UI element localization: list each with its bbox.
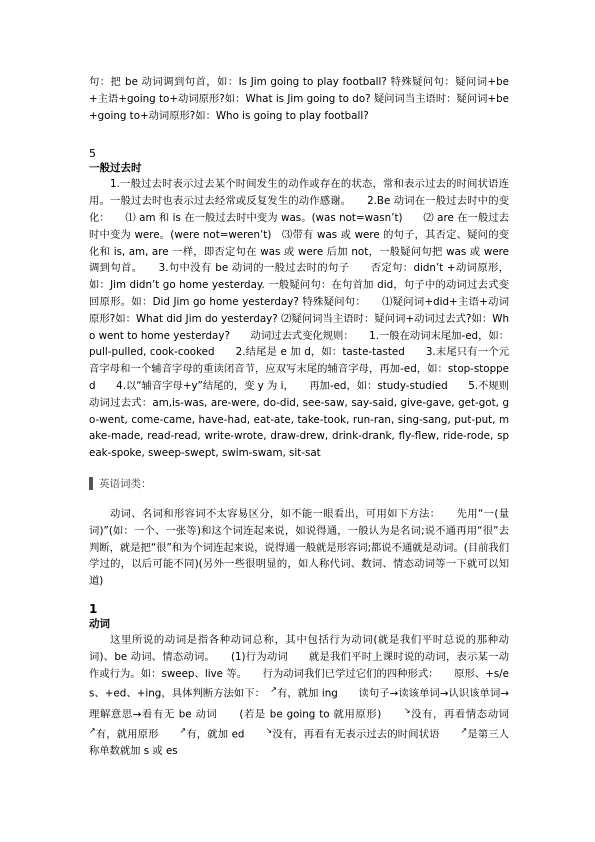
section-5-heading: 一般过去时 bbox=[89, 162, 142, 175]
section-1-body-part3: 没有，再看情态动词 bbox=[410, 707, 530, 720]
arrow-down-right-icon: ↘ bbox=[403, 705, 411, 715]
word-class-title: 英语词类： bbox=[99, 477, 152, 490]
section-1-body-part5: 有，就加 ed bbox=[186, 728, 266, 741]
arrow-up-right-icon: ↗ bbox=[179, 725, 187, 735]
spacer bbox=[89, 590, 509, 602]
arrow-up-right-icon: ↗ bbox=[460, 725, 468, 735]
intro-paragraph: 句：把 be 动词调到句首，如：Is Jim going to play football? 特殊疑问句：疑问词+be+主语+going to+动词原形?如：What is Jim going to do? 疑问词当主语时：疑问词+be+going to+动词原形?如：Who is going to play football? bbox=[89, 76, 509, 122]
word-class-title-row bbox=[89, 476, 509, 492]
section-marker-bar bbox=[89, 477, 93, 490]
section-1-body bbox=[89, 632, 530, 760]
document-page bbox=[89, 74, 530, 760]
section-1-body-part6: 没有，再看有无表示过去的时间状语 bbox=[272, 728, 461, 741]
section-1-body-part2: 有，就加 ing 读句子→读该单词→认识该单词→理解意思→看有无 be 动词 (若是 be going to 就用原形) bbox=[89, 687, 509, 720]
section-1-body-part4: 有，就用原形 bbox=[95, 728, 180, 741]
word-class-body: 动词、名词和形容词不太容易区分，如不能一眼看出，可用如下方法： 先用“一(量词)”(如：一个、一张等)和这个词连起来说，如说得通，一般认为是名词;说不通再用“很”去判断，就是把“很”和为个词连起来说，说得通一般就是形容词;都说不通就是动词。(目前我们学过的，以后可能不同)(另外一些很明显的，如人称代词、数词、情态动词等一下就可以知道) bbox=[89, 507, 509, 588]
arrow-up-right-icon: ↗ bbox=[270, 685, 277, 695]
section-5-number: 5 bbox=[89, 147, 96, 161]
section-1-body-part1: 这里所说的动词是指各种动词总称，其中包括行为动词(就是我们平时总说的那种动词)、be 动词、情态动词。 (1)行为动词 就是我们平时上课时说的动词，表示某一动作或行为。如：sweep、live 等。 行为动词我们已学过它们的四种形式： 原形、+s/es、+ed、+ing，具体判断方法如下： bbox=[89, 633, 509, 700]
arrow-up-right-icon: ↗ bbox=[89, 725, 96, 735]
section-1-heading: 动词 bbox=[89, 617, 110, 630]
spacer bbox=[89, 462, 509, 476]
section-5-body: 1.一般过去时表示过去某个时间发生的动作或存在的状态，常和表示过去的时间状语连用。一般过去时也表示过去经常或反复发生的动作感谢。 2.Be 动词在一般过去时中的变化： ⑴ am 和 is 在一般过去时中变为 was。(was not=wasn’t) ⑵ are 在一般过去时中变为 were。(were not=weren’t) ⑶带有 was 或 were 的句子，其否定、疑问的变化和 is, am, are 一样，即否定句在 was 或 were 后加 not，一般疑问句把 was 或 were 调到句首。 3.句中没有 be 动词的一般过去时的句子 否定句：didn’t +动词原形，如：Jim didn’t go home yesterday. 一般疑问句：在句首加 did，句子中的动词过去式变回原形。如：Did Jim go home yesterday? 特殊疑问句： ⑴疑问词+did+主语+动词原形?如：What did Jim do yesterday? ⑵疑问词当主语时：疑问词+动词过去式?如：Who went to home yesterday? 动词过去式变化规则： 1.一般在动词末尾加-ed，如：pull-pulled, cook-cooked 2.结尾是 e 加 d，如：taste-tasted 3.末尾只有一个元音字母和一个辅音字母的重读闭音节，应双写末尾的辅音字母，再加-ed，如：stop-stopped 4.以“辅音字母+y”结尾的，变 y 为 i， 再加-ed，如：study-studied 5.不规则动词过去式：am,is-was, are-were, do-did, see-saw, say-said, give-gave, get-got, go-went, come-came, have-had, eat-ate, take-took, run-ran, sing-sang, put-put, make-made, read-read, write-wrote, draw-drew, drink-drank, fly-flew, ride-rode, speak-spoke, sweep-swept, swim-swam, sit-sat bbox=[89, 178, 509, 460]
spacer bbox=[89, 492, 509, 506]
section-1-body-part7: 是第三人称单数就加 s 或 es bbox=[89, 728, 510, 757]
spacer bbox=[89, 124, 509, 147]
arrow-down-right-icon: ↘ bbox=[265, 725, 273, 735]
section-1-number: 1 bbox=[89, 601, 98, 616]
